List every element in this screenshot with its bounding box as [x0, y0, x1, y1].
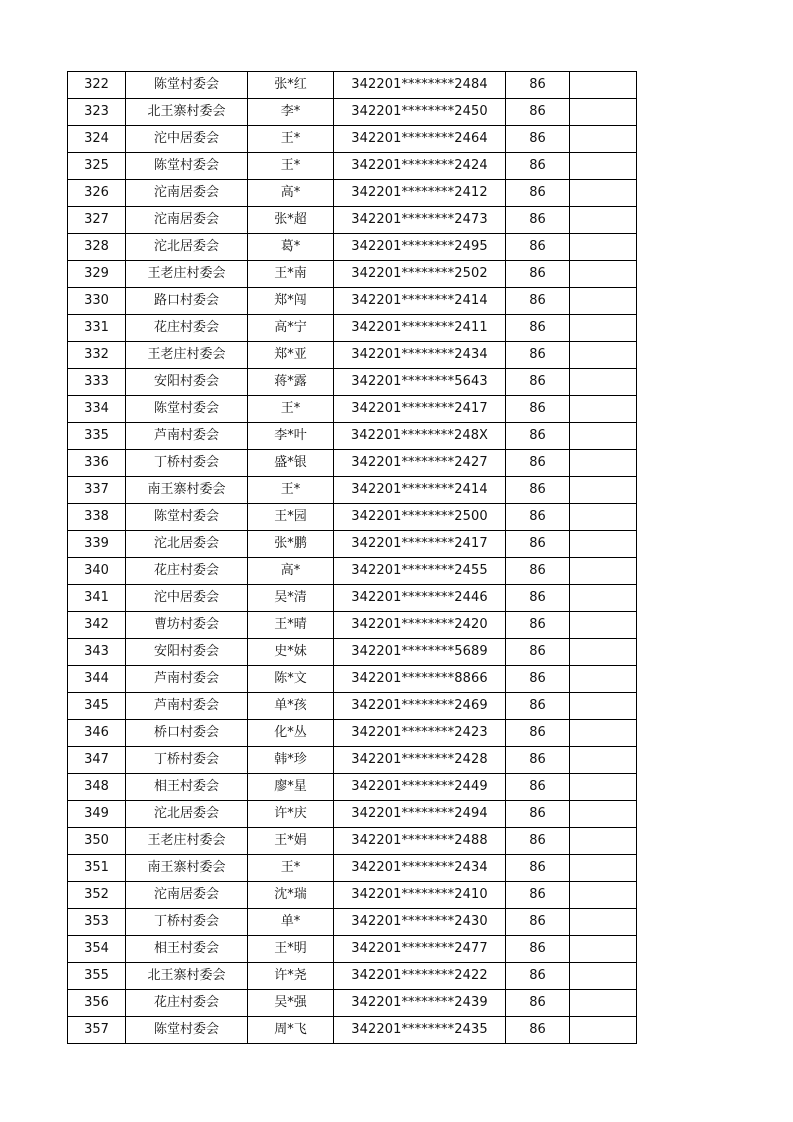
name-cell: 王*明: [248, 936, 334, 963]
name-cell: 李*: [248, 99, 334, 126]
score-cell: 86: [506, 801, 570, 828]
id-number-cell: 342201********2488: [334, 828, 506, 855]
id-number-cell: 342201********2410: [334, 882, 506, 909]
table-row: [68, 585, 637, 612]
table-row: [68, 855, 637, 882]
row-number-cell: 335: [68, 423, 126, 450]
id-number-cell: 342201********2414: [334, 477, 506, 504]
note-cell: [570, 180, 637, 207]
score-cell: 86: [506, 477, 570, 504]
table-row: [68, 963, 637, 990]
id-number-cell: 342201********248X: [334, 423, 506, 450]
row-number-cell: 342: [68, 612, 126, 639]
name-cell: 盛*银: [248, 450, 334, 477]
row-number-cell: 348: [68, 774, 126, 801]
score-cell: 86: [506, 261, 570, 288]
row-number-cell: 331: [68, 315, 126, 342]
name-cell: 王*晴: [248, 612, 334, 639]
name-cell: 沈*瑞: [248, 882, 334, 909]
note-cell: [570, 207, 637, 234]
score-cell: 86: [506, 531, 570, 558]
score-cell: 86: [506, 315, 570, 342]
id-number-cell: 342201********2502: [334, 261, 506, 288]
unit-cell: 沱北居委会: [126, 234, 248, 261]
note-cell: [570, 828, 637, 855]
note-cell: [570, 504, 637, 531]
note-cell: [570, 261, 637, 288]
note-cell: [570, 423, 637, 450]
note-cell: [570, 315, 637, 342]
table-row: [68, 504, 637, 531]
table-row: [68, 828, 637, 855]
note-cell: [570, 612, 637, 639]
table-row: [68, 1017, 637, 1044]
table-row: [68, 423, 637, 450]
score-cell: 86: [506, 936, 570, 963]
table-row: [68, 990, 637, 1017]
unit-cell: 花庄村委会: [126, 315, 248, 342]
score-cell: 86: [506, 909, 570, 936]
note-cell: [570, 126, 637, 153]
name-cell: 王*: [248, 396, 334, 423]
id-number-cell: 342201********2494: [334, 801, 506, 828]
name-cell: 单*: [248, 909, 334, 936]
unit-cell: 沱北居委会: [126, 531, 248, 558]
score-cell: 86: [506, 288, 570, 315]
unit-cell: 路口村委会: [126, 288, 248, 315]
id-number-cell: 342201********2495: [334, 234, 506, 261]
unit-cell: 沱中居委会: [126, 126, 248, 153]
unit-cell: 王老庄村委会: [126, 342, 248, 369]
unit-cell: 丁桥村委会: [126, 747, 248, 774]
id-number-cell: 342201********2420: [334, 612, 506, 639]
note-cell: [570, 720, 637, 747]
note-cell: [570, 531, 637, 558]
unit-cell: 陈堂村委会: [126, 396, 248, 423]
name-cell: 王*园: [248, 504, 334, 531]
score-cell: 86: [506, 207, 570, 234]
note-cell: [570, 234, 637, 261]
name-cell: 单*孩: [248, 693, 334, 720]
unit-cell: 南王寨村委会: [126, 477, 248, 504]
id-number-cell: 342201********2473: [334, 207, 506, 234]
row-number-cell: 357: [68, 1017, 126, 1044]
table-row: [68, 234, 637, 261]
table-row: [68, 369, 637, 396]
row-number-cell: 346: [68, 720, 126, 747]
id-number-cell: 342201********2414: [334, 288, 506, 315]
id-number-cell: 342201********2427: [334, 450, 506, 477]
table-row: [68, 531, 637, 558]
table-row: [68, 693, 637, 720]
unit-cell: 北王寨村委会: [126, 963, 248, 990]
id-number-cell: 342201********2434: [334, 342, 506, 369]
score-cell: 86: [506, 882, 570, 909]
note-cell: [570, 369, 637, 396]
id-number-cell: 342201********2422: [334, 963, 506, 990]
table-row: [68, 450, 637, 477]
row-number-cell: 325: [68, 153, 126, 180]
note-cell: [570, 774, 637, 801]
name-cell: 吴*清: [248, 585, 334, 612]
name-cell: 王*: [248, 126, 334, 153]
name-cell: 王*: [248, 477, 334, 504]
score-cell: 86: [506, 450, 570, 477]
score-cell: 86: [506, 126, 570, 153]
row-number-cell: 327: [68, 207, 126, 234]
row-number-cell: 350: [68, 828, 126, 855]
name-cell: 高*宁: [248, 315, 334, 342]
table-row: [68, 882, 637, 909]
row-number-cell: 330: [68, 288, 126, 315]
name-cell: 张*超: [248, 207, 334, 234]
id-number-cell: 342201********2411: [334, 315, 506, 342]
note-cell: [570, 99, 637, 126]
name-cell: 葛*: [248, 234, 334, 261]
score-cell: 86: [506, 774, 570, 801]
note-cell: [570, 477, 637, 504]
score-cell: 86: [506, 153, 570, 180]
name-cell: 许*庆: [248, 801, 334, 828]
unit-cell: 陈堂村委会: [126, 1017, 248, 1044]
name-cell: 张*鹏: [248, 531, 334, 558]
unit-cell: 王老庄村委会: [126, 261, 248, 288]
score-cell: 86: [506, 369, 570, 396]
id-number-cell: 342201********2500: [334, 504, 506, 531]
score-cell: 86: [506, 72, 570, 99]
note-cell: [570, 693, 637, 720]
note-cell: [570, 747, 637, 774]
name-cell: 史*妹: [248, 639, 334, 666]
row-number-cell: 338: [68, 504, 126, 531]
score-cell: 86: [506, 693, 570, 720]
note-cell: [570, 639, 637, 666]
unit-cell: 安阳村委会: [126, 639, 248, 666]
row-number-cell: 354: [68, 936, 126, 963]
row-number-cell: 329: [68, 261, 126, 288]
row-number-cell: 347: [68, 747, 126, 774]
row-number-cell: 351: [68, 855, 126, 882]
id-number-cell: 342201********2469: [334, 693, 506, 720]
table-row: [68, 936, 637, 963]
table-row: [68, 666, 637, 693]
row-number-cell: 349: [68, 801, 126, 828]
table-row: [68, 747, 637, 774]
unit-cell: 芦南村委会: [126, 423, 248, 450]
row-number-cell: 345: [68, 693, 126, 720]
unit-cell: 沱南居委会: [126, 882, 248, 909]
id-number-cell: 342201********2417: [334, 396, 506, 423]
table-row: [68, 153, 637, 180]
score-cell: 86: [506, 423, 570, 450]
name-cell: 高*: [248, 180, 334, 207]
table-row: [68, 558, 637, 585]
unit-cell: 陈堂村委会: [126, 72, 248, 99]
unit-cell: 沱中居委会: [126, 585, 248, 612]
note-cell: [570, 855, 637, 882]
note-cell: [570, 936, 637, 963]
row-number-cell: 344: [68, 666, 126, 693]
row-number-cell: 352: [68, 882, 126, 909]
row-number-cell: 353: [68, 909, 126, 936]
note-cell: [570, 1017, 637, 1044]
id-number-cell: 342201********2484: [334, 72, 506, 99]
name-cell: 郑*亚: [248, 342, 334, 369]
unit-cell: 陈堂村委会: [126, 153, 248, 180]
score-cell: 86: [506, 855, 570, 882]
table-row: [68, 612, 637, 639]
score-cell: 86: [506, 828, 570, 855]
table-row: [68, 180, 637, 207]
note-cell: [570, 450, 637, 477]
name-cell: 周*飞: [248, 1017, 334, 1044]
name-cell: 韩*珍: [248, 747, 334, 774]
name-cell: 陈*文: [248, 666, 334, 693]
id-number-cell: 342201********2434: [334, 855, 506, 882]
name-cell: 王*: [248, 153, 334, 180]
score-cell: 86: [506, 612, 570, 639]
unit-cell: 陈堂村委会: [126, 504, 248, 531]
unit-cell: 相王村委会: [126, 774, 248, 801]
row-number-cell: 328: [68, 234, 126, 261]
unit-cell: 王老庄村委会: [126, 828, 248, 855]
table-row: [68, 288, 637, 315]
id-number-cell: 342201********2464: [334, 126, 506, 153]
id-number-cell: 342201********2450: [334, 99, 506, 126]
unit-cell: 相王村委会: [126, 936, 248, 963]
id-number-cell: 342201********2446: [334, 585, 506, 612]
table-row: [68, 396, 637, 423]
table-row: [68, 99, 637, 126]
table-row: [68, 909, 637, 936]
name-cell: 王*: [248, 855, 334, 882]
note-cell: [570, 396, 637, 423]
table-row: [68, 774, 637, 801]
table-row: [68, 261, 637, 288]
note-cell: [570, 558, 637, 585]
row-number-cell: 336: [68, 450, 126, 477]
row-number-cell: 334: [68, 396, 126, 423]
score-cell: 86: [506, 963, 570, 990]
table-row: [68, 207, 637, 234]
table-row: [68, 126, 637, 153]
note-cell: [570, 882, 637, 909]
score-cell: 86: [506, 99, 570, 126]
row-number-cell: 356: [68, 990, 126, 1017]
note-cell: [570, 153, 637, 180]
roster-table-body: [68, 72, 637, 1044]
row-number-cell: 322: [68, 72, 126, 99]
name-cell: 高*: [248, 558, 334, 585]
unit-cell: 安阳村委会: [126, 369, 248, 396]
unit-cell: 曹坊村委会: [126, 612, 248, 639]
score-cell: 86: [506, 585, 570, 612]
score-cell: 86: [506, 990, 570, 1017]
id-number-cell: 342201********2455: [334, 558, 506, 585]
id-number-cell: 342201********2412: [334, 180, 506, 207]
name-cell: 郑*闯: [248, 288, 334, 315]
row-number-cell: 340: [68, 558, 126, 585]
name-cell: 李*叶: [248, 423, 334, 450]
unit-cell: 桥口村委会: [126, 720, 248, 747]
id-number-cell: 342201********5689: [334, 639, 506, 666]
id-number-cell: 342201********8866: [334, 666, 506, 693]
score-cell: 86: [506, 180, 570, 207]
id-number-cell: 342201********5643: [334, 369, 506, 396]
unit-cell: 沱南居委会: [126, 207, 248, 234]
row-number-cell: 324: [68, 126, 126, 153]
row-number-cell: 341: [68, 585, 126, 612]
table-row: [68, 720, 637, 747]
id-number-cell: 342201********2477: [334, 936, 506, 963]
table-row: [68, 72, 637, 99]
score-cell: 86: [506, 504, 570, 531]
unit-cell: 丁桥村委会: [126, 450, 248, 477]
unit-cell: 丁桥村委会: [126, 909, 248, 936]
note-cell: [570, 72, 637, 99]
unit-cell: 花庄村委会: [126, 990, 248, 1017]
note-cell: [570, 909, 637, 936]
id-number-cell: 342201********2439: [334, 990, 506, 1017]
unit-cell: 沱南居委会: [126, 180, 248, 207]
score-cell: 86: [506, 234, 570, 261]
name-cell: 吴*强: [248, 990, 334, 1017]
score-cell: 86: [506, 666, 570, 693]
id-number-cell: 342201********2423: [334, 720, 506, 747]
row-number-cell: 339: [68, 531, 126, 558]
note-cell: [570, 963, 637, 990]
row-number-cell: 337: [68, 477, 126, 504]
table-row: [68, 801, 637, 828]
row-number-cell: 326: [68, 180, 126, 207]
score-cell: 86: [506, 558, 570, 585]
name-cell: 王*南: [248, 261, 334, 288]
name-cell: 蒋*露: [248, 369, 334, 396]
table-row: [68, 342, 637, 369]
id-number-cell: 342201********2435: [334, 1017, 506, 1044]
score-cell: 86: [506, 747, 570, 774]
score-cell: 86: [506, 342, 570, 369]
table-row: [68, 315, 637, 342]
table-row: [68, 639, 637, 666]
unit-cell: 南王寨村委会: [126, 855, 248, 882]
row-number-cell: 343: [68, 639, 126, 666]
unit-cell: 花庄村委会: [126, 558, 248, 585]
unit-cell: 沱北居委会: [126, 801, 248, 828]
unit-cell: 芦南村委会: [126, 666, 248, 693]
name-cell: 张*红: [248, 72, 334, 99]
score-cell: 86: [506, 639, 570, 666]
id-number-cell: 342201********2449: [334, 774, 506, 801]
id-number-cell: 342201********2428: [334, 747, 506, 774]
row-number-cell: 323: [68, 99, 126, 126]
note-cell: [570, 342, 637, 369]
row-number-cell: 333: [68, 369, 126, 396]
note-cell: [570, 666, 637, 693]
note-cell: [570, 801, 637, 828]
name-cell: 许*尧: [248, 963, 334, 990]
id-number-cell: 342201********2430: [334, 909, 506, 936]
score-cell: 86: [506, 1017, 570, 1044]
row-number-cell: 332: [68, 342, 126, 369]
name-cell: 廖*星: [248, 774, 334, 801]
unit-cell: 北王寨村委会: [126, 99, 248, 126]
id-number-cell: 342201********2417: [334, 531, 506, 558]
name-cell: 化*丛: [248, 720, 334, 747]
unit-cell: 芦南村委会: [126, 693, 248, 720]
score-cell: 86: [506, 396, 570, 423]
score-cell: 86: [506, 720, 570, 747]
row-number-cell: 355: [68, 963, 126, 990]
note-cell: [570, 585, 637, 612]
note-cell: [570, 288, 637, 315]
table-row: [68, 477, 637, 504]
roster-sheet: [67, 71, 636, 1044]
id-number-cell: 342201********2424: [334, 153, 506, 180]
roster-table: [67, 71, 637, 1044]
note-cell: [570, 990, 637, 1017]
name-cell: 王*娟: [248, 828, 334, 855]
